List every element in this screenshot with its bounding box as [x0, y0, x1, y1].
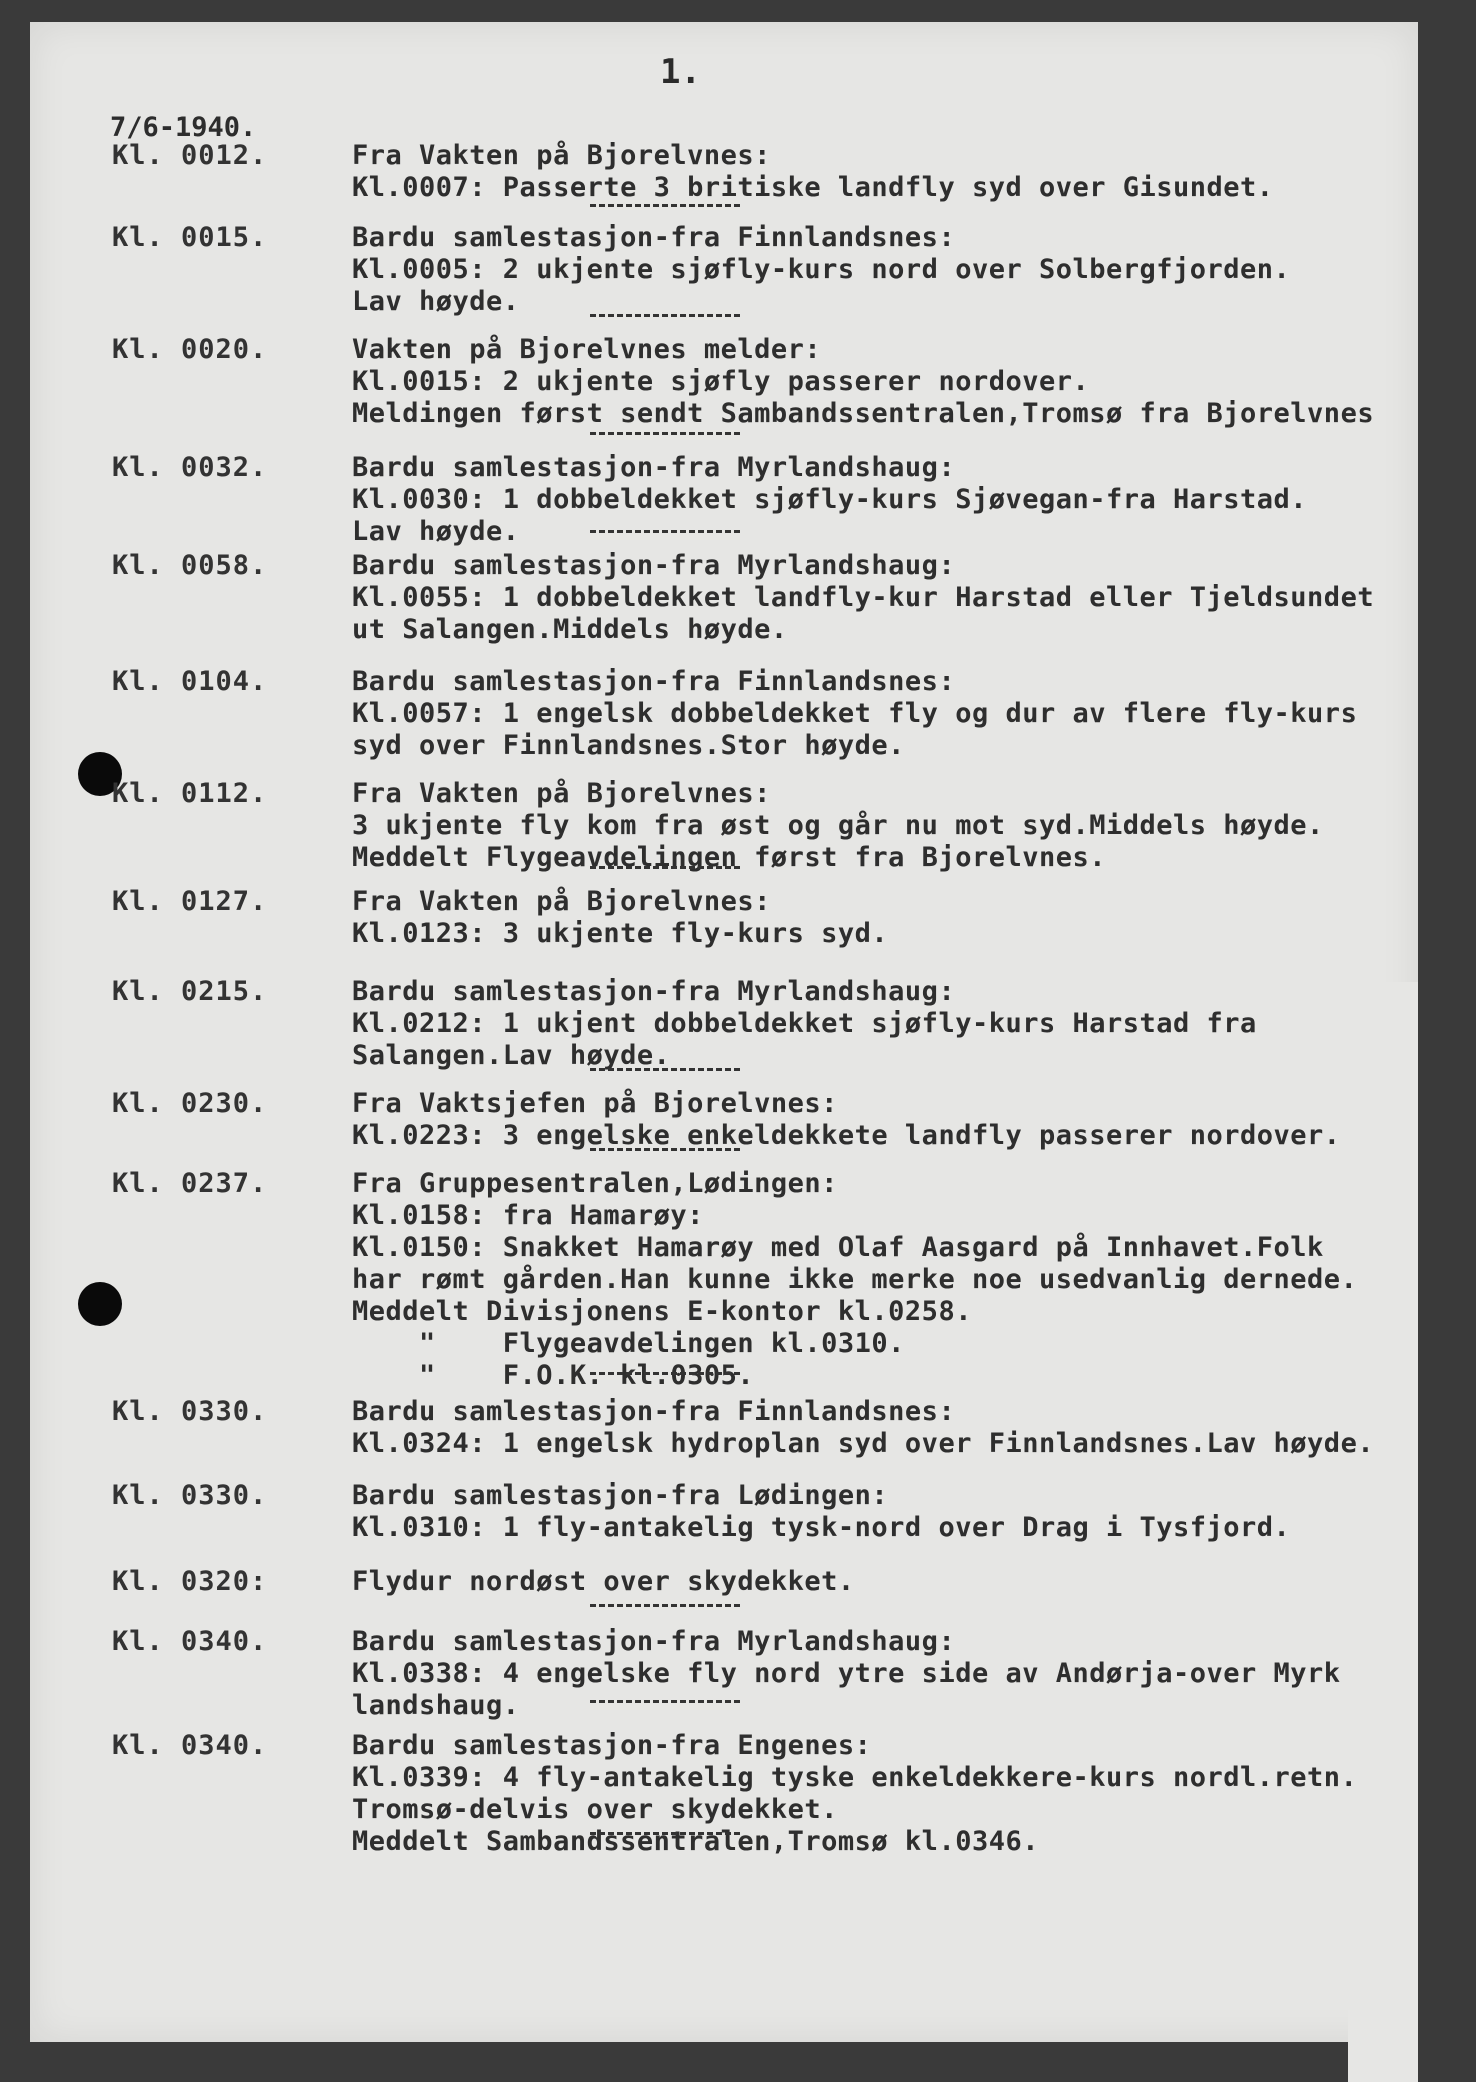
entry-line: Meddelt Divisjonens E-kontor kl.0258. — [352, 1296, 972, 1327]
entry-line: Fra Gruppesentralen,Lødingen: — [352, 1168, 838, 1199]
entry-time: Kl. 0104. — [112, 666, 268, 697]
entry-line: Kl.0310: 1 fly-antakelig tysk-nord over Drag i Tysfjord. — [352, 1512, 1291, 1543]
entry-line: Kl.0005: 2 ukjente sjøfly-kurs nord over Solbergfjorden. — [352, 254, 1291, 285]
entry-line: Meddelt Flygeavdelingen først fra Bjorelvnes. — [352, 842, 1106, 873]
entry-line: Kl.0338: 4 engelske fly nord ytre side av Andørja-over Myrk — [352, 1658, 1341, 1689]
entry-time: Kl. 0058. — [112, 550, 268, 581]
entry-line: Kl.0223: 3 engelske enkeldekkete landfly passerer nordover. — [352, 1120, 1341, 1151]
entry-text — [352, 550, 1374, 646]
entry-line: Kl.0339: 4 fly-antakelig tyske enkeldekkere-kurs nordl.retn. — [352, 1762, 1358, 1793]
entry-time: Kl. 0320: — [112, 1566, 268, 1597]
entry-line: Flydur nordøst over skydekket. — [352, 1566, 855, 1597]
entry-line: Kl.0158: fra Hamarøy: — [352, 1200, 704, 1231]
entry-text — [352, 1168, 1357, 1392]
entry-separator — [590, 314, 740, 317]
entry-line: Bardu samlestasjon-fra Myrlandshaug: — [352, 1626, 956, 1657]
entry-time: Kl. 0015. — [112, 222, 268, 253]
entry-separator — [590, 432, 740, 435]
entry-line: landshaug. — [352, 1690, 520, 1721]
entry-time: Kl. 0012. — [112, 140, 268, 171]
entry-separator — [590, 1700, 740, 1703]
entry-text — [352, 452, 1307, 548]
entry-line: Vakten på Bjorelvnes melder: — [352, 334, 822, 365]
entry-line: Kl.0212: 1 ukjent dobbeldekket sjøfly-kurs Harstad fra — [352, 1008, 1257, 1039]
entry-line: " F.O.K. kl.0305. — [352, 1360, 755, 1391]
entry-line: Fra Vakten på Bjorelvnes: — [352, 886, 771, 917]
entry-text — [352, 886, 888, 950]
entry-line: Bardu samlestasjon-fra Finnlandsnes: — [352, 222, 956, 253]
entry-time: Kl. 0237. — [112, 1168, 268, 1199]
entry-line: Lav høyde. — [352, 286, 520, 317]
entry-line: Fra Vakten på Bjorelvnes: — [352, 140, 771, 171]
entry-line: Bardu samlestasjon-fra Engenes: — [352, 1730, 872, 1761]
entry-text — [352, 778, 1324, 874]
entry-separator — [590, 1372, 740, 1375]
entry-separator — [590, 204, 740, 207]
entry-line: Meddelt Sambandssentralen,Tromsø kl.0346. — [352, 1826, 1039, 1857]
entry-line: Fra Vakten på Bjorelvnes: — [352, 778, 771, 809]
entry-text — [352, 1480, 1290, 1544]
punch-hole-bottom — [78, 1282, 122, 1326]
entry-line: Tromsø-delvis over skydekket. — [352, 1794, 838, 1825]
entry-separator — [590, 530, 740, 533]
page-number: 1. — [660, 52, 701, 92]
entry-line: Bardu samlestasjon-fra Myrlandshaug: — [352, 550, 956, 581]
entry-line: Lav høyde. — [352, 516, 520, 547]
entry-time: Kl. 0032. — [112, 452, 268, 483]
entry-text — [352, 334, 1374, 430]
entry-text — [352, 1626, 1341, 1722]
entry-time: Kl. 0330. — [112, 1396, 268, 1427]
entry-line: " Flygeavdelingen kl.0310. — [352, 1328, 905, 1359]
entry-line: Bardu samlestasjon-fra Lødingen: — [352, 1480, 889, 1511]
entry-time: Kl. 0330. — [112, 1480, 268, 1511]
entry-text — [352, 1396, 1374, 1460]
entry-text — [352, 222, 1290, 318]
entry-separator — [590, 1068, 740, 1071]
entry-separator — [590, 1604, 740, 1607]
entry-text — [352, 1566, 855, 1598]
document-date: 7/6-1940. — [110, 112, 257, 143]
entry-line: Meldingen først sendt Sambandssentralen,Tromsø fra Bjorelvnes — [352, 398, 1375, 429]
entry-text — [352, 140, 1274, 204]
entry-separator — [590, 1148, 740, 1151]
entry-time: Kl. 0215. — [112, 976, 268, 1007]
entry-line: Kl.0007: Passerte 3 britiske landfly syd over Gisundet. — [352, 172, 1274, 203]
entry-separator — [590, 866, 740, 869]
entry-line: har rømt gården.Han kunne ikke merke noe usedvanlig dernede. — [352, 1264, 1358, 1295]
entry-line: syd over Finnlandsnes.Stor høyde. — [352, 730, 905, 761]
entry-line: Kl.0324: 1 engelsk hydroplan syd over Finnlandsnes.Lav høyde. — [352, 1428, 1375, 1459]
entry-line: Bardu samlestasjon-fra Myrlandshaug: — [352, 452, 956, 483]
entry-text — [352, 976, 1257, 1072]
entry-line: Salangen.Lav høyde. — [352, 1040, 671, 1071]
entry-time: Kl. 0230. — [112, 1088, 268, 1119]
entry-time: Kl. 0340. — [112, 1626, 268, 1657]
entry-line: Bardu samlestasjon-fra Finnlandsnes: — [352, 1396, 956, 1427]
entry-time: Kl. 0127. — [112, 886, 268, 917]
entry-line: Kl.0015: 2 ukjente sjøfly passerer nordover. — [352, 366, 1090, 397]
entry-line: Kl.0055: 1 dobbeldekket landfly-kur Harstad eller Tjeldsundet — [352, 582, 1375, 613]
entry-line: Kl.0057: 1 engelsk dobbeldekket fly og dur av flere fly-kurs — [352, 698, 1358, 729]
paper-edge — [1348, 982, 1418, 2082]
entry-line: Kl.0030: 1 dobbeldekket sjøfly-kurs Sjøvegan-fra Harstad. — [352, 484, 1308, 515]
entry-separator — [590, 1832, 740, 1835]
entry-text — [352, 666, 1357, 762]
entry-text — [352, 1730, 1357, 1858]
entry-line: Bardu samlestasjon-fra Finnlandsnes: — [352, 666, 956, 697]
entry-time: Kl. 0020. — [112, 334, 268, 365]
entry-line: 3 ukjente fly kom fra øst og går nu mot syd.Middels høyde. — [352, 810, 1324, 841]
entry-line: ut Salangen.Middels høyde. — [352, 614, 788, 645]
entry-line: Bardu samlestasjon-fra Myrlandshaug: — [352, 976, 956, 1007]
entry-line: Fra Vaktsjefen på Bjorelvnes: — [352, 1088, 838, 1119]
entry-line: Kl.0123: 3 ukjente fly-kurs syd. — [352, 918, 889, 949]
entry-line: Kl.0150: Snakket Hamarøy med Olaf Aasgard på Innhavet.Folk — [352, 1232, 1324, 1263]
entry-text — [352, 1088, 1341, 1152]
entry-time: Kl. 0112. — [112, 778, 268, 809]
entry-time: Kl. 0340. — [112, 1730, 268, 1761]
